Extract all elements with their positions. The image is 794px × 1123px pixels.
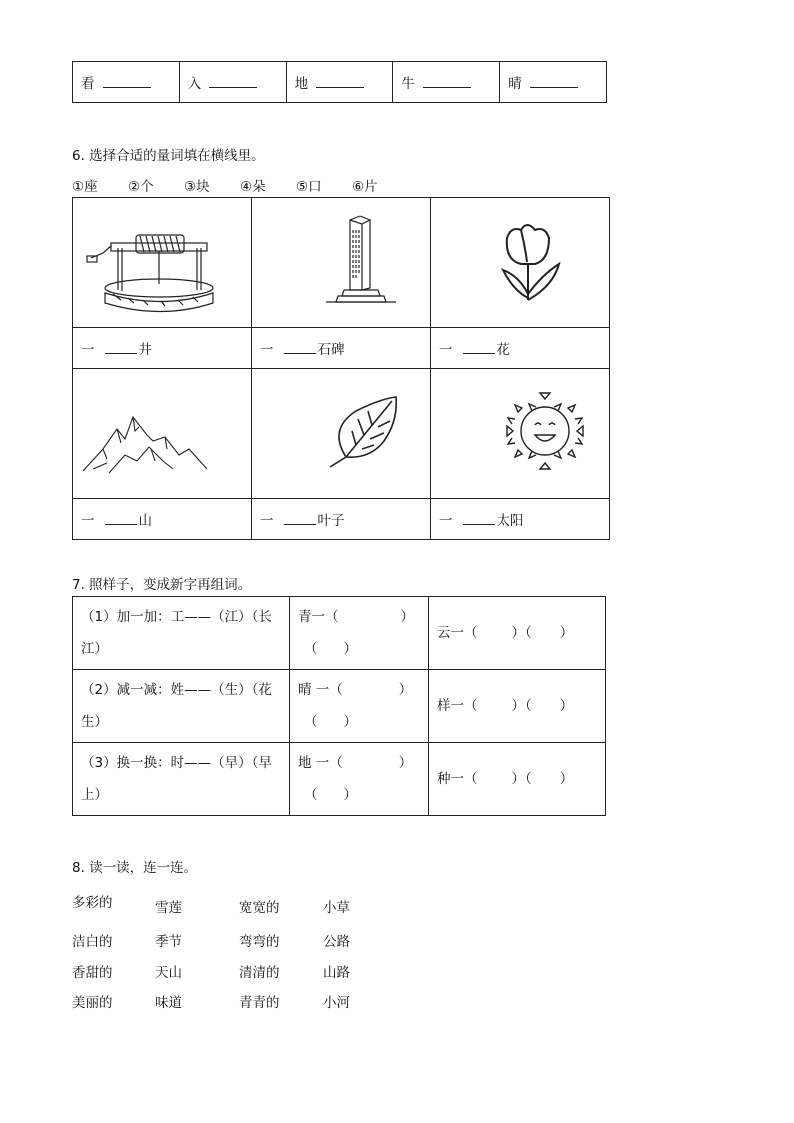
close-paren: ） [398,755,413,771]
prefix-label: 一 [439,513,453,529]
prefix-label: 一 [81,342,95,358]
close-paren: ） [343,787,357,803]
smiling-sun-icon [431,369,609,494]
option: ③块 [184,179,210,195]
open-paren: （ [525,625,532,641]
word-item[interactable]: 美丽的 [72,995,113,1011]
open-paren: （ [304,641,318,657]
word-item[interactable]: 多彩的 [72,895,113,911]
prefix-label: 一 [260,513,274,529]
noun-label: 石碑 [317,342,345,358]
option: ①座 [72,179,98,195]
answer-blank[interactable] [105,341,137,354]
answer-cell [290,670,429,743]
answer-prefix: 云一（ [437,625,478,641]
word-change-table [72,596,606,816]
word-item[interactable]: 弯弯的 [239,934,280,950]
picture-cell [252,198,431,328]
close-paren: ） [559,625,574,641]
answer-prefix: 青一（ [298,609,339,625]
close-paren: ） [559,698,574,714]
mountain-icon [73,369,251,494]
answer-cell [252,328,431,369]
example-line: （2）减一减：姓——（生）（花 [81,682,272,698]
example-cell [73,670,290,743]
example-line: 上） [81,787,108,803]
well-icon [73,198,251,323]
open-paren: （ [304,714,318,730]
answer-blank[interactable] [103,75,151,88]
table1-char: 看 [81,76,95,92]
picture-cell [431,369,610,499]
q7-title: 7. 照样子，变成新字再组词。 [72,577,252,593]
table1-cell [500,62,607,103]
picture-cell [73,369,252,499]
word-item[interactable]: 雪莲 [155,900,182,916]
table1-cell [286,62,393,103]
close-paren: ） [511,625,525,641]
word-item[interactable]: 季节 [155,934,182,950]
word-item[interactable]: 洁白的 [72,934,113,950]
noun-label: 叶子 [317,513,345,529]
prefix-label: 一 [81,513,95,529]
word-item[interactable]: 天山 [155,965,182,981]
picture-cell [73,198,252,328]
answer-cell [73,328,252,369]
picture-cell [431,198,610,328]
open-paren: （ [525,698,532,714]
close-paren: ） [343,714,357,730]
table1-char: 晴 [508,76,522,92]
example-cell [73,743,290,816]
answer-cell [290,597,429,670]
word-item[interactable]: 味道 [155,995,182,1011]
answer-cell [290,743,429,816]
word-item[interactable]: 青青的 [239,995,280,1011]
noun-label: 太阳 [496,513,524,529]
close-paren: ） [343,641,357,657]
word-item[interactable]: 公路 [323,934,350,950]
close-paren: ） [400,609,414,625]
answer-blank[interactable] [284,341,316,354]
option: ②个 [128,179,154,195]
answer-cell [431,328,610,369]
prefix-label: 一 [260,342,274,358]
close-paren: ） [511,698,525,714]
table1-cell [73,62,180,103]
word-item[interactable]: 宽宽的 [239,900,280,916]
answer-blank[interactable] [423,75,471,88]
example-line: 生） [81,714,108,730]
answer-blank[interactable] [463,341,495,354]
close-paren: ） [559,771,574,787]
answer-cell [429,597,606,670]
table1-cell [393,62,500,103]
answer-cell [73,499,252,540]
table1-char: 地 [294,76,309,92]
answer-prefix: 晴 一（ [298,682,343,698]
answer-blank[interactable] [105,512,137,525]
table1-char: 牛 [401,76,415,92]
example-line: （3）换一换：时——（早）（早 [81,755,272,771]
answer-blank[interactable] [209,75,257,88]
example-line: 江） [81,641,108,657]
answer-cell [429,743,606,816]
open-paren: （ [525,771,532,787]
option: ⑤口 [296,179,322,195]
word-item[interactable]: 山路 [323,965,350,981]
q6-options [72,175,408,195]
close-paren: ） [511,771,525,787]
noun-label: 花 [496,342,510,358]
prefix-label: 一 [439,342,453,358]
answer-cell [429,670,606,743]
option: ④朵 [240,179,266,195]
noun-label: 山 [138,513,152,529]
answer-blank[interactable] [530,75,578,88]
example-cell [73,597,290,670]
q8-title: 8. 读一读，连一连。 [72,860,198,876]
answer-prefix: 地 一（ [298,755,343,771]
answer-cell [431,499,610,540]
word-item[interactable]: 小草 [323,900,350,916]
option: ⑥片 [352,179,378,195]
answer-prefix: 样一（ [437,698,478,714]
table1-char: 入 [187,76,202,92]
leaf-icon [252,369,430,494]
example-line: （1）加一加：工——（江）（长 [81,609,272,625]
char-fill-table [72,61,607,103]
close-paren: ） [398,682,413,698]
open-paren: （ [304,787,318,803]
answer-blank[interactable] [316,75,364,88]
answer-cell [252,499,431,540]
noun-label: 井 [138,342,152,358]
measure-word-table [72,197,610,540]
word-item[interactable]: 香甜的 [72,965,113,981]
answer-blank[interactable] [284,512,316,525]
answer-blank[interactable] [463,512,495,525]
picture-cell [252,369,431,499]
word-item[interactable]: 小河 [323,995,350,1011]
answer-prefix: 种一（ [437,771,478,787]
word-item[interactable]: 清清的 [239,965,280,981]
stone-monument-icon [252,198,430,323]
q6-title: 6. 选择合适的量词填在横线里。 [72,148,265,164]
tulip-flower-icon [431,198,609,323]
table1-cell [179,62,286,103]
